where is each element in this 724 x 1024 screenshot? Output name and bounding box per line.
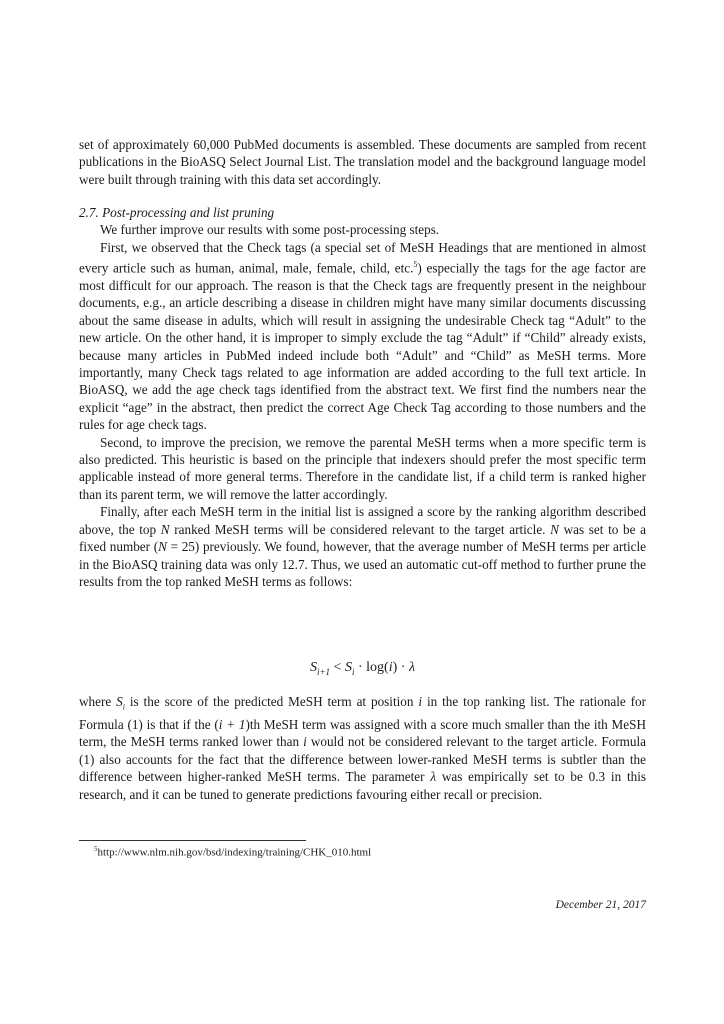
var-i: i: [418, 694, 423, 709]
formula-paren: ): [392, 660, 398, 675]
paragraph-1: We further improve our results with some post-processing steps.: [100, 222, 440, 238]
footnote: [94, 845, 371, 859]
var-n: N: [160, 521, 170, 537]
formula-sub: i: [351, 666, 355, 677]
formula-s: S: [344, 660, 352, 675]
paragraph-4-text-c: was set to be a fixed number (: [79, 521, 647, 555]
formula-log: log(: [366, 660, 389, 675]
paragraph-4: [79, 503, 646, 590]
page-date: December 21, 2017: [555, 899, 646, 911]
var-n: N: [158, 539, 167, 555]
paragraph-2-text-a: First, we observed that the Check tags (a special set of MeSH Headings that are mentioned in almost every article such as human, animal, male, female, child, etc.: [79, 239, 646, 276]
formula-sub: i+1: [316, 666, 331, 677]
var-i: i: [303, 734, 307, 750]
paragraph-5: [79, 693, 646, 803]
formula-1: [79, 660, 646, 677]
after-formula-paragraph: [79, 693, 646, 803]
p5-text: was empirically set to be 0.3 in this research, and it can be tuned to generate predictions favouring either recall or precision.: [79, 769, 646, 802]
p5-text: where: [79, 694, 117, 709]
formula-dot: ·: [354, 660, 367, 675]
var-i: i: [122, 702, 125, 712]
p5-text: )th MeSH term was assigned with a score much smaller than the ith MeSH term, the MeSH terms ranked lower than: [79, 717, 646, 750]
formula-lt: <: [330, 660, 345, 675]
paragraph-4-text-d: = 25) previously. We found, however, that the average number of MeSH terms per article in the BioASQ training data was only 12.7. Thus, we used an automatic cut-off method to further prune the results from the top ranked MeSH terms as follows:: [79, 539, 646, 589]
section-post-processing: [79, 204, 646, 590]
intro-paragraph: [79, 136, 646, 188]
var-lambda: λ: [430, 769, 437, 785]
var-i-plus-1: i + 1: [218, 717, 246, 733]
p5-text: is the score of the predicted MeSH term at position: [124, 694, 419, 709]
var-n: N: [550, 521, 559, 537]
formula-dot: ·: [397, 660, 409, 675]
paragraph-2-text-b: ) especially the tags for the age factor are most difficult for our approach. The reason is that the Check tags are frequently present in the neighbour documents, e.g., an article describing a disease in children might have many similar documents discussing about the same disease in adults, which will result in assigning the undesirable Check tag “Adult” to the new article. On the other hand, it is improper to simply exclude the tag “Adult” if “Child” already exists, because many articles in PubMed indeed include both “Adult” and “Child” as MeSH terms. More importantly, many Check tags related to age information are added according to the full text article. In BioASQ, we add the age check tags identified from the abstract text. We first find the numbers near the explicit “age” in the abstract, then predict the correct Age Check Tag according to those numbers and the rules for age check tags.: [79, 260, 647, 433]
paragraph-4-text-b: ranked MeSH terms will be considered relevant to the target article.: [169, 521, 551, 537]
footnote-url[interactable]: http://www.nlm.nih.gov/bsd/indexing/training/CHK_010.html: [97, 846, 372, 859]
p5-text: in the top ranking list. The rationale for Formula (1) is that if the (: [79, 694, 646, 733]
intro-text: set of approximately 60,000 PubMed documents is assembled. These documents are sampled from recent publications in the BioASQ Select Journal List. The translation model and the background language model were built through training with this data set accordingly.: [79, 137, 646, 187]
footnote-mark: 5: [94, 845, 98, 853]
formula-i: i: [388, 660, 393, 675]
paragraph-4-text-a: Finally, after each MeSH term in the initial list is assigned a score by the ranking algorithm described above, the top: [79, 504, 646, 537]
footnote-marker: 5: [413, 260, 418, 270]
formula-lambda: λ: [408, 660, 416, 675]
p5-text: would not be considered relevant to the target article. Formula (1) also accounts for the fact that the difference between lower-ranked MeSH terms is subtler than the difference between higher-ranked MeSH terms. The parameter: [79, 734, 647, 785]
section-heading: 2.7. Post-processing and list pruning: [79, 205, 275, 220]
var-s: S: [116, 694, 123, 709]
paragraph-2: [79, 239, 646, 434]
formula-s: S: [309, 660, 317, 675]
footnote-rule: [79, 840, 306, 841]
paragraph-3: Second, to improve the precision, we remove the parental MeSH terms when a more specific term is also predicted. This heuristic is based on the principle that indexers should prefer the most specific term applicable instead of more general terms. Therefore in the candidate list, if a child term is ranked higher than its parent term, we will remove the latter accordingly.: [79, 434, 646, 502]
